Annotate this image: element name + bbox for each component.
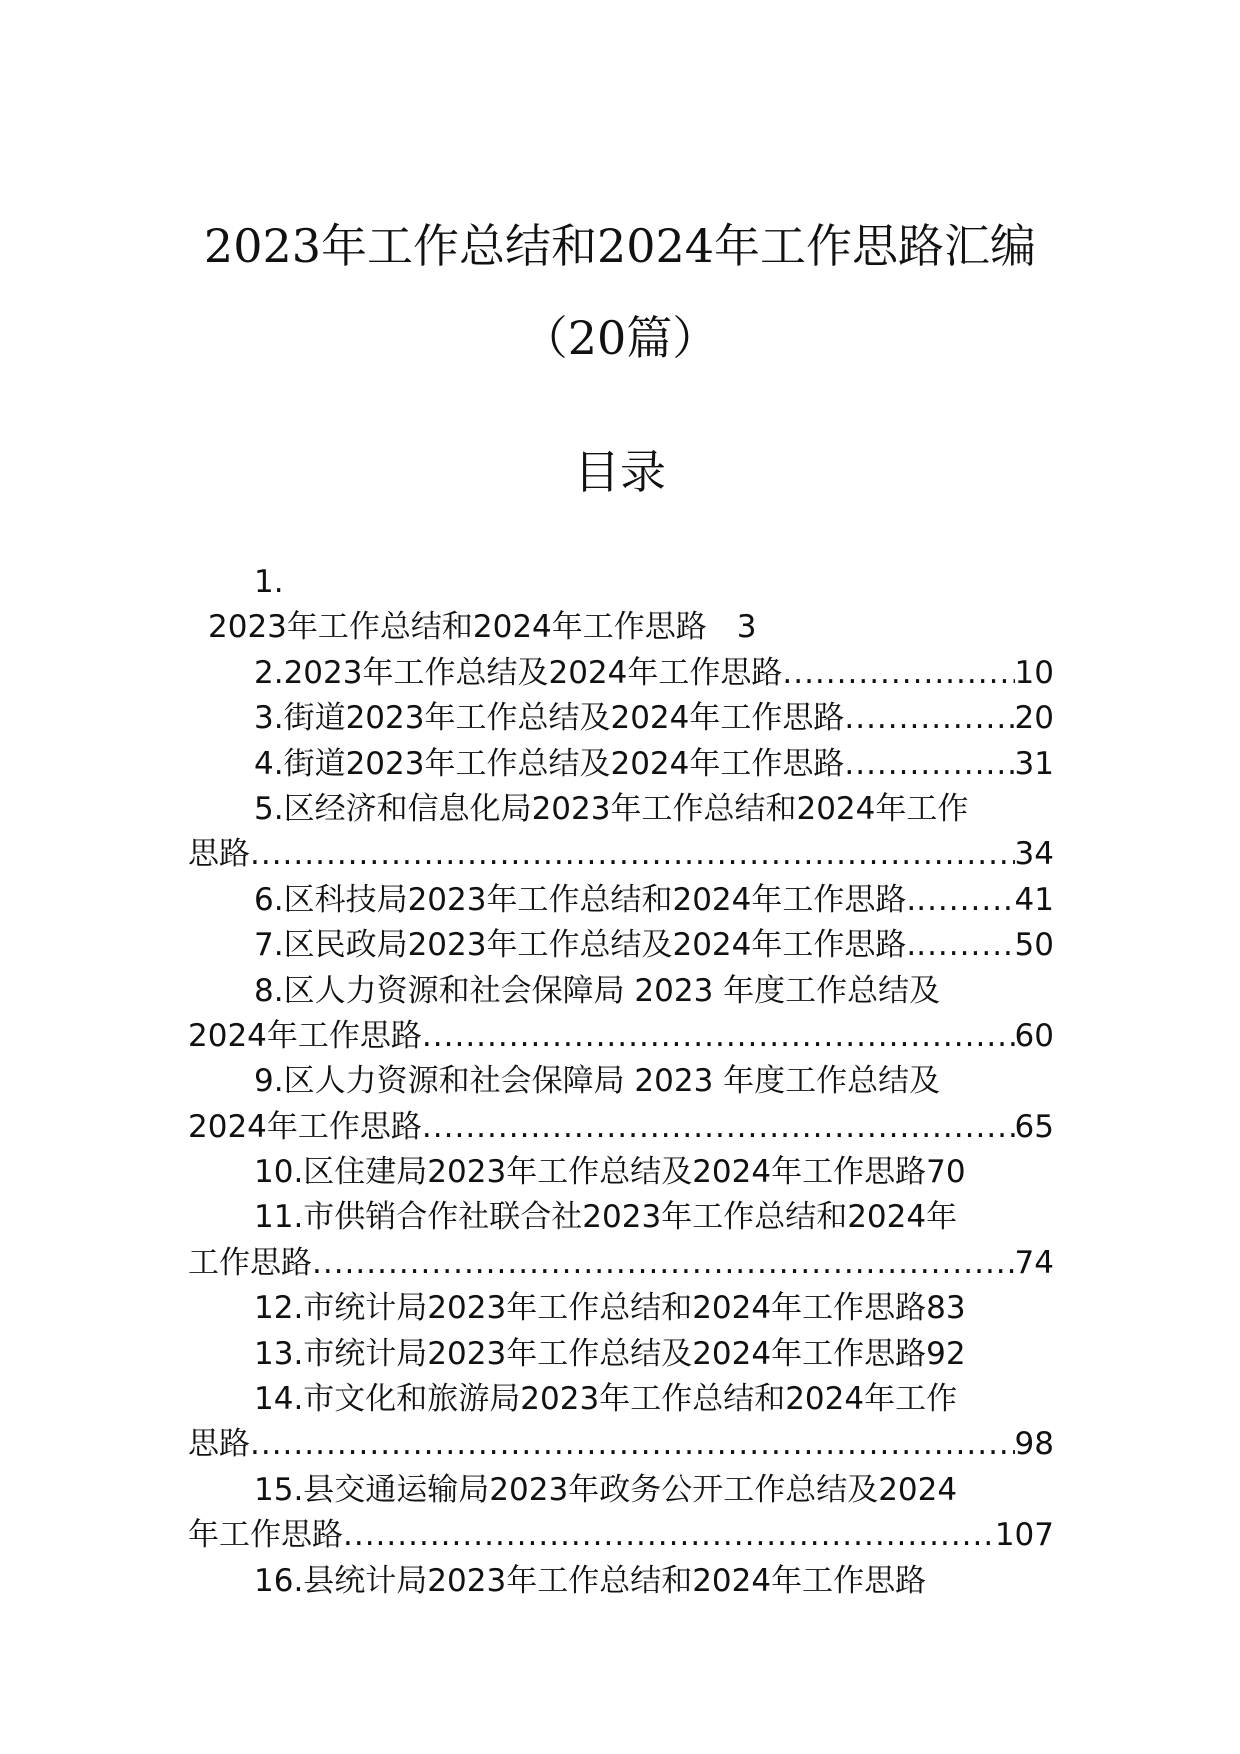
toc-entry-page: 20: [1014, 700, 1054, 737]
toc-entry-page: 70: [926, 1154, 966, 1191]
toc-entry-title: 9.区人力资源和社会保障局 2023 年度工作总结及: [254, 1063, 941, 1100]
toc-leader: [916, 923, 1014, 968]
toc-entry-title: 14.市文化和旅游局2023年工作总结和2024年工作: [254, 1381, 958, 1418]
toc-leader: [916, 878, 1014, 923]
toc-entry-page: 65: [1014, 1108, 1054, 1145]
toc-entry-title: 8.区人力资源和社会保障局 2023 年度工作总结及: [254, 972, 941, 1009]
toc-leader: [343, 1513, 995, 1558]
toc-entry-2[interactable]: [188, 651, 1054, 696]
toc-entry-page: 34: [1014, 836, 1054, 873]
toc-entry-page: 74: [1014, 1244, 1054, 1281]
toc-entry-title-continued: 思路: [188, 836, 250, 873]
toc-entry-title-continued: 2024年工作思路: [188, 1017, 422, 1054]
toc-leader: [250, 832, 1015, 877]
toc-leader: [250, 1422, 1015, 1467]
toc-entry-title-continued: 年工作思路: [188, 1517, 343, 1554]
toc-entry-1[interactable]: [188, 560, 1054, 651]
toc-entry-9[interactable]: [188, 1059, 1054, 1150]
toc-entry-number: 1.: [254, 563, 284, 600]
toc-entry-title-continued: 工作思路: [188, 1244, 312, 1281]
toc-entry-title: 10.区住建局2023年工作总结及2024年工作思路: [254, 1154, 927, 1191]
toc-entry-title: 2.2023年工作总结及2024年工作思路: [254, 654, 783, 691]
toc-entry-title: 2023年工作总结和2024年工作思路: [208, 609, 707, 646]
toc-entry-title: 13.市统计局2023年工作总结及2024年工作思路: [254, 1335, 927, 1372]
toc-entry-title-continued: 思路: [188, 1426, 250, 1463]
toc-entry-13[interactable]: [188, 1332, 1054, 1377]
document-title: 2023年工作总结和2024年工作思路汇编: [203, 219, 1037, 273]
toc-entry-11[interactable]: [188, 1195, 1054, 1286]
toc-entry-14[interactable]: [188, 1377, 1054, 1468]
toc-entry-10[interactable]: [188, 1150, 1054, 1195]
toc-entry-title: 3.街道2023年工作总结及2024年工作思路: [254, 700, 845, 737]
toc-entry-page: 60: [1014, 1017, 1054, 1054]
toc-entry-16[interactable]: [188, 1559, 1054, 1604]
toc-entry-8[interactable]: [188, 969, 1054, 1060]
toc-entry-5[interactable]: [188, 787, 1054, 878]
toc-entry-3[interactable]: [188, 696, 1054, 741]
toc-leader: [844, 696, 1014, 741]
toc-entry-title: 4.街道2023年工作总结及2024年工作思路: [254, 745, 845, 782]
toc-leader: [844, 742, 1014, 787]
toc-entry-page: 41: [1014, 881, 1054, 918]
toc-entry-page: 83: [926, 1290, 966, 1327]
toc-entry-page: 98: [1014, 1426, 1054, 1463]
table-of-contents: [188, 560, 1054, 1604]
toc-entry-title: 5.区经济和信息化局2023年工作总结和2024年工作: [254, 790, 969, 827]
toc-entry-title: 12.市统计局2023年工作总结和2024年工作思路: [254, 1290, 927, 1327]
toc-entry-7[interactable]: [188, 923, 1054, 968]
toc-entry-title: 15.县交通运输局2023年政务公开工作总结及2024: [254, 1471, 958, 1508]
toc-entry-title: 6.区科技局2023年工作总结和2024年工作思路.: [254, 881, 917, 918]
toc-entry-title: 7.区民政局2023年工作总结及2024年工作思路.: [254, 927, 917, 964]
toc-heading: 目录: [574, 445, 666, 499]
toc-entry-page: 3: [736, 609, 757, 646]
document-subtitle: （20篇）: [521, 311, 719, 365]
toc-leader: [782, 651, 1014, 696]
toc-leader: [422, 1014, 1015, 1059]
toc-entry-page: 10: [1014, 654, 1054, 691]
toc-entry-page: 107: [994, 1517, 1054, 1554]
toc-leader: [312, 1241, 1015, 1286]
toc-entry-page: 92: [926, 1335, 966, 1372]
toc-entry-page: 50: [1014, 927, 1054, 964]
toc-leader: [422, 1105, 1015, 1150]
toc-entry-title-continued: 2024年工作思路: [188, 1108, 422, 1145]
toc-entry-6[interactable]: [188, 878, 1054, 923]
toc-entry-4[interactable]: [188, 742, 1054, 787]
toc-entry-page: 31: [1014, 745, 1054, 782]
toc-entry-title: 16.县统计局2023年工作总结和2024年工作思路: [254, 1562, 927, 1599]
toc-entry-title: 11.市供销合作社联合社2023年工作总结和2024年: [254, 1199, 958, 1236]
toc-entry-12[interactable]: [188, 1286, 1054, 1331]
toc-entry-15[interactable]: [188, 1468, 1054, 1559]
